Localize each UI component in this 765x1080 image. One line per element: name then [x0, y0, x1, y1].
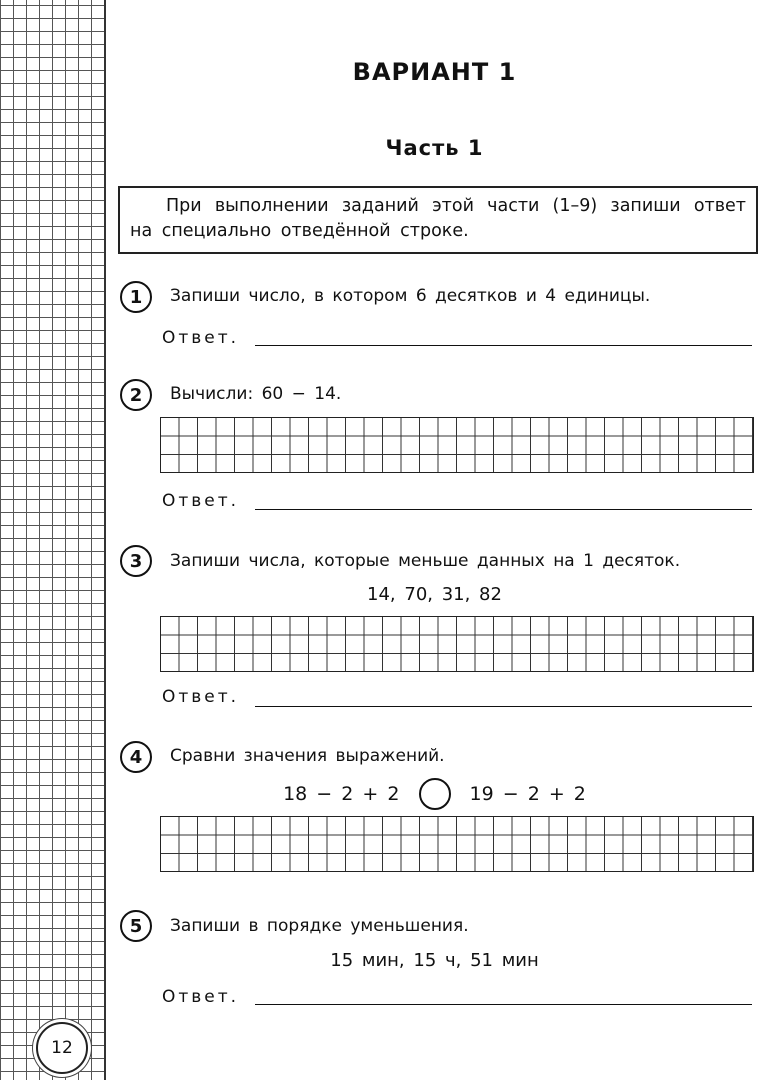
task-5-values: 15 мин, 15 ч, 51 мин: [330, 950, 539, 971]
task-3-numbers: 14, 70, 31, 82: [367, 584, 502, 605]
task-number-1: 1: [120, 281, 152, 313]
margin-grid-decoration: [0, 0, 106, 1080]
right-expression: 19 − 2 + 2: [469, 783, 586, 805]
task-number-2: 2: [120, 379, 152, 411]
work-grid-3[interactable]: [160, 616, 754, 672]
work-grid-2[interactable]: [160, 417, 754, 473]
comparison-circle[interactable]: [419, 778, 451, 810]
task-number-5: 5: [120, 910, 152, 942]
answer-label-3: Ответ.: [162, 687, 240, 707]
task-number-4: 4: [120, 741, 152, 773]
instruction-box: При выполнении заданий этой части (1–9) запиши ответ на специально отведённой строке.: [118, 186, 758, 254]
answer-label-1: Ответ.: [162, 328, 240, 348]
left-expression: 18 − 2 + 2: [283, 783, 400, 805]
task-3-text: Запиши числа, которые меньше данных на 1 десяток.: [170, 551, 681, 571]
variant-title: ВАРИАНТ 1: [352, 58, 517, 86]
work-grid-4[interactable]: [160, 816, 754, 872]
answer-line-3[interactable]: [255, 706, 752, 707]
answer-label-2: Ответ.: [162, 491, 240, 511]
task-1-text: Запиши число, в котором 6 десятков и 4 единицы.: [170, 286, 651, 306]
page-number: 12: [36, 1022, 88, 1074]
task-2-text: Вычисли: 60 − 14.: [170, 384, 342, 404]
task-5-text: Запиши в порядке уменьшения.: [170, 916, 469, 936]
answer-label-5: Ответ.: [162, 987, 240, 1007]
task-number-3: 3: [120, 545, 152, 577]
part-title: Часть 1: [385, 136, 484, 160]
answer-line-1[interactable]: [255, 345, 752, 346]
task-4-text: Сравни значения выражений.: [170, 746, 445, 766]
answer-line-2[interactable]: [255, 509, 752, 510]
answer-line-5[interactable]: [255, 1004, 752, 1005]
comparison-row: [104, 778, 765, 810]
